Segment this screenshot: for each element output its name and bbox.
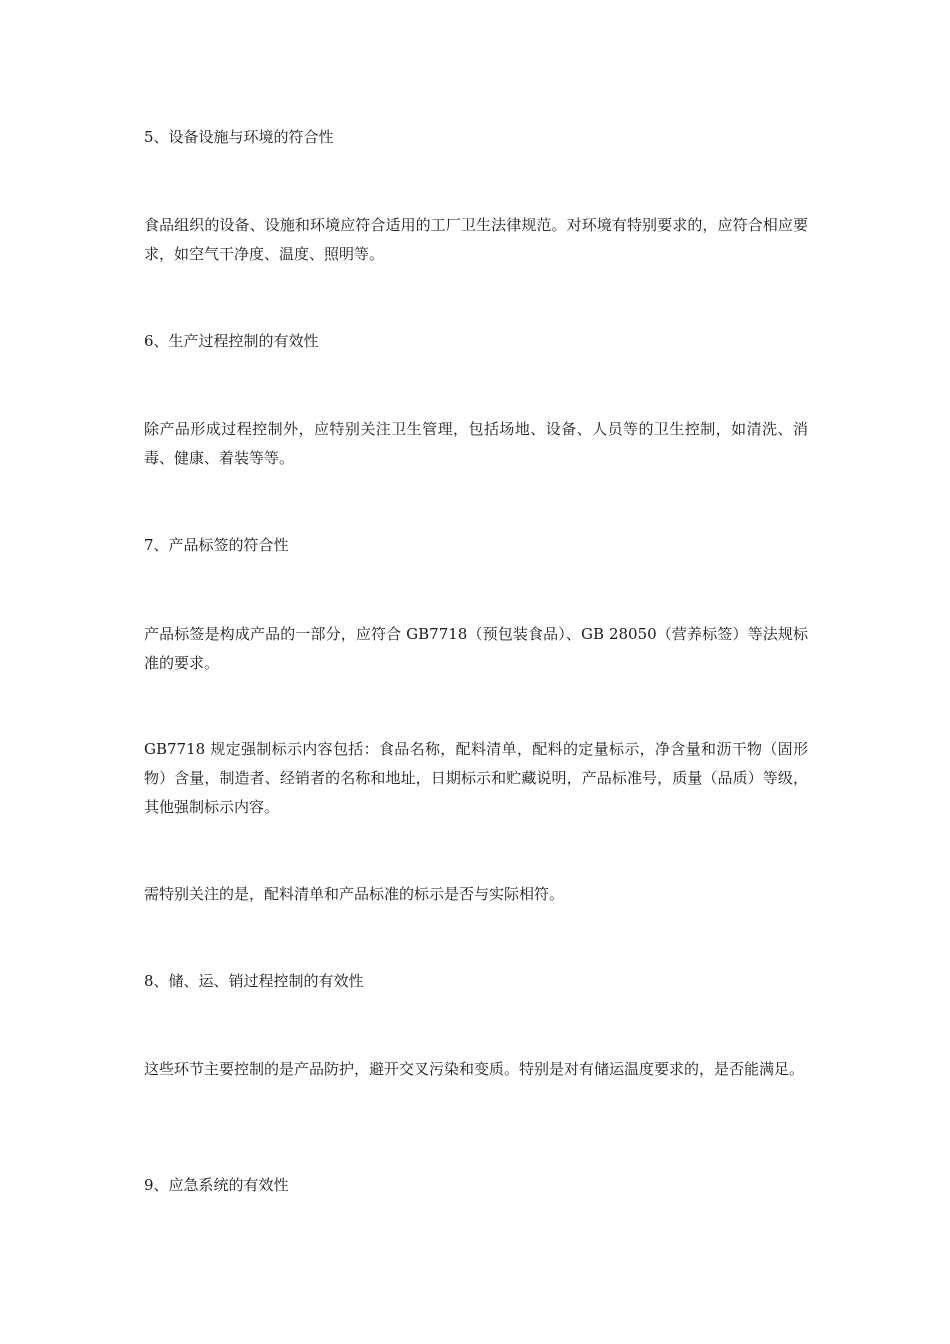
section-heading-6: 6、生产过程控制的有效性 xyxy=(144,332,319,350)
section-6-body: 除产品形成过程控制外，应特别关注卫生管理，包括场地、设备、人员等的卫生控制，如清洗、消毒、健康、着装等等。 xyxy=(144,420,808,467)
section-5-body: 食品组织的设备、设施和环境应符合适用的工厂卫生法律规范。对环境有特别要求的，应符合相应要求，如空气干净度、温度、照明等。 xyxy=(144,216,808,263)
section-7-body-note: 需特别关注的是，配料清单和产品标准的标示是否与实际相符。 xyxy=(144,885,565,903)
section-8-body: 这些环节主要控制的是产品防护，避开交叉污染和变质。特别是对有储运温度要求的，是否能满足。 xyxy=(144,1060,805,1078)
section-7-body-gb7718: GB7718 规定强制标示内容包括：食品名称，配料清单，配料的定量标示，净含量和沥干物（固形物）含量，制造者、经销者的名称和地址，日期标示和贮藏说明，产品标准号，质量（品质）等级，其他强制标示内容。 xyxy=(144,740,808,816)
section-7-body-labels: 产品标签是构成产品的一部分，应符合 GB7718（预包装食品）、GB 28050（营养标签）等法规标准的要求。 xyxy=(144,625,808,672)
section-heading-7: 7、产品标签的符合性 xyxy=(144,536,289,554)
section-heading-9: 9、应急系统的有效性 xyxy=(144,1176,289,1194)
section-heading-5: 5、设备设施与环境的符合性 xyxy=(144,128,334,146)
section-heading-8: 8、储、运、销过程控制的有效性 xyxy=(144,972,364,990)
